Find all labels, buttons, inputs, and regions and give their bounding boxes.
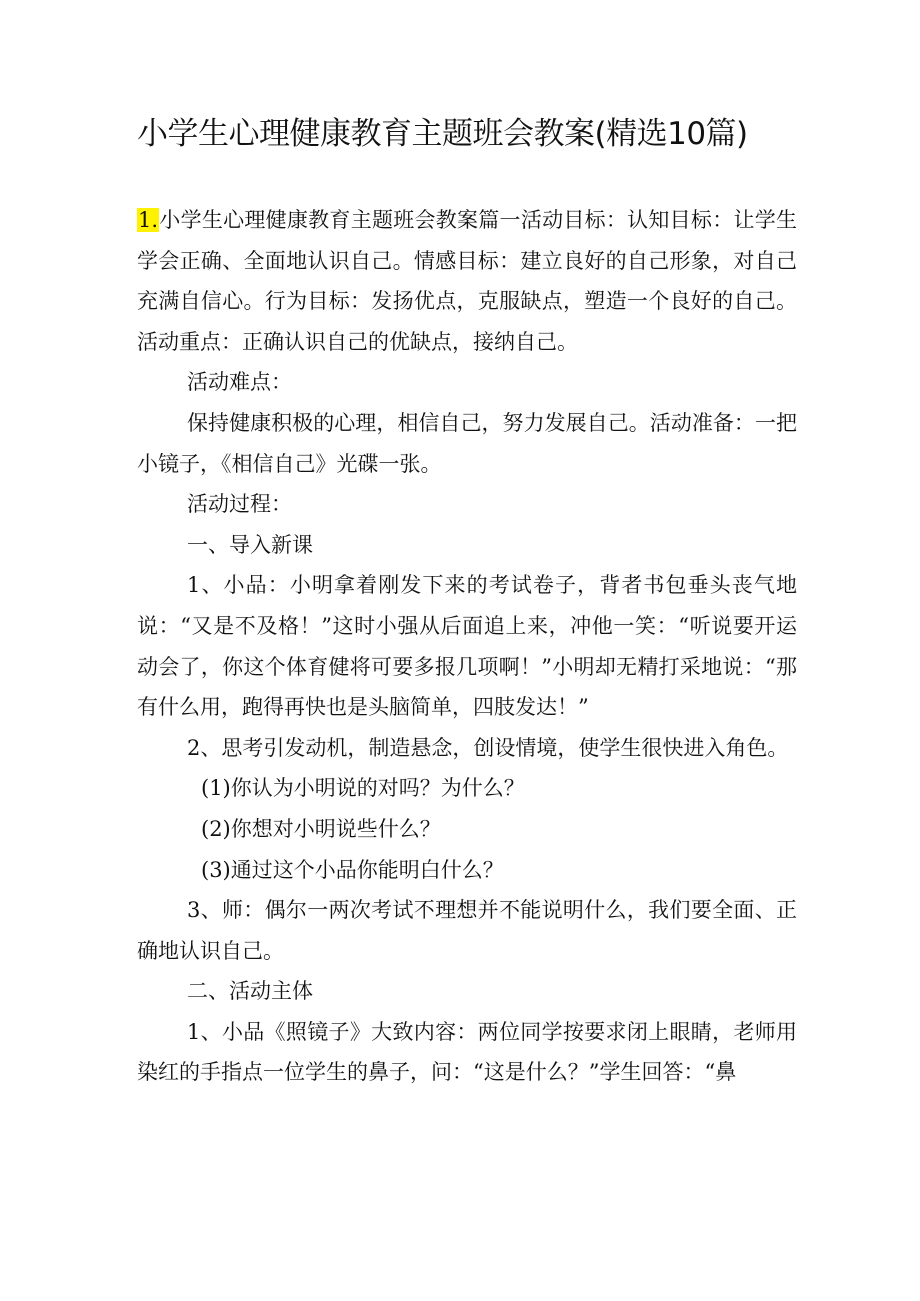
question-1: (1)你认为小明说的对吗？为什么？ bbox=[201, 776, 525, 801]
section-heading-1: 一、导入新课 bbox=[187, 532, 313, 557]
paragraph-11: 3、师：偶尔一两次考试不理想并不能说明什么，我们要全面、正确地认识自己。 bbox=[137, 898, 797, 963]
paragraph-6: 1、小品：小明拿着刚发下来的考试卷子，背者书包垂头丧气地说：“又是不及格！”这时小强从后面追上来，冲他一笑：“听说要开运动会了，你这个体育健将可要多报几项啊！”小明却无精打采地说：“那有什么用，跑得再快也是头脑简单，四肢发达！” bbox=[137, 573, 797, 720]
document-title: 小学生心理健康教育主题班会教案(精选10篇) bbox=[137, 116, 748, 152]
paragraph-13: 1、小品《照镜子》大致内容：两位同学按要求闭上眼睛，老师用染红的手指点一位学生的鼻子，问：“这是什么？”学生回答：“鼻 bbox=[137, 1019, 797, 1085]
paragraph-4: 活动过程： bbox=[187, 492, 292, 517]
paragraph-7: 2、思考引发动机，制造悬念，创设情境，使学生很快进入角色。 bbox=[187, 735, 789, 760]
paragraph-1 bbox=[137, 200, 797, 362]
document-body bbox=[137, 200, 797, 1093]
question-2: (2)你想对小明说些什么？ bbox=[201, 816, 441, 841]
highlighted-list-marker: 1. bbox=[138, 208, 159, 232]
paragraph-2: 活动难点： bbox=[187, 370, 292, 395]
question-3: (3)通过这个小品你能明白什么？ bbox=[201, 857, 504, 882]
paragraph-3: 保持健康积极的心理，相信自己，努力发展自己。活动准备：一把小镜子，《相信自己》光碟一张。 bbox=[137, 410, 797, 476]
paragraph-text: 小学生心理健康教育主题班会教案篇一活动目标：认知目标：让学生学会正确、全面地认识自己。情感目标：建立良好的自己形象，对自己充满自信心。行为目标：发扬优点，克服缺点，塑造一个良好的自己。活动重点：正确认识自己的优缺点，接纳自己。 bbox=[137, 208, 797, 354]
section-heading-2: 二、活动主体 bbox=[187, 979, 313, 1004]
